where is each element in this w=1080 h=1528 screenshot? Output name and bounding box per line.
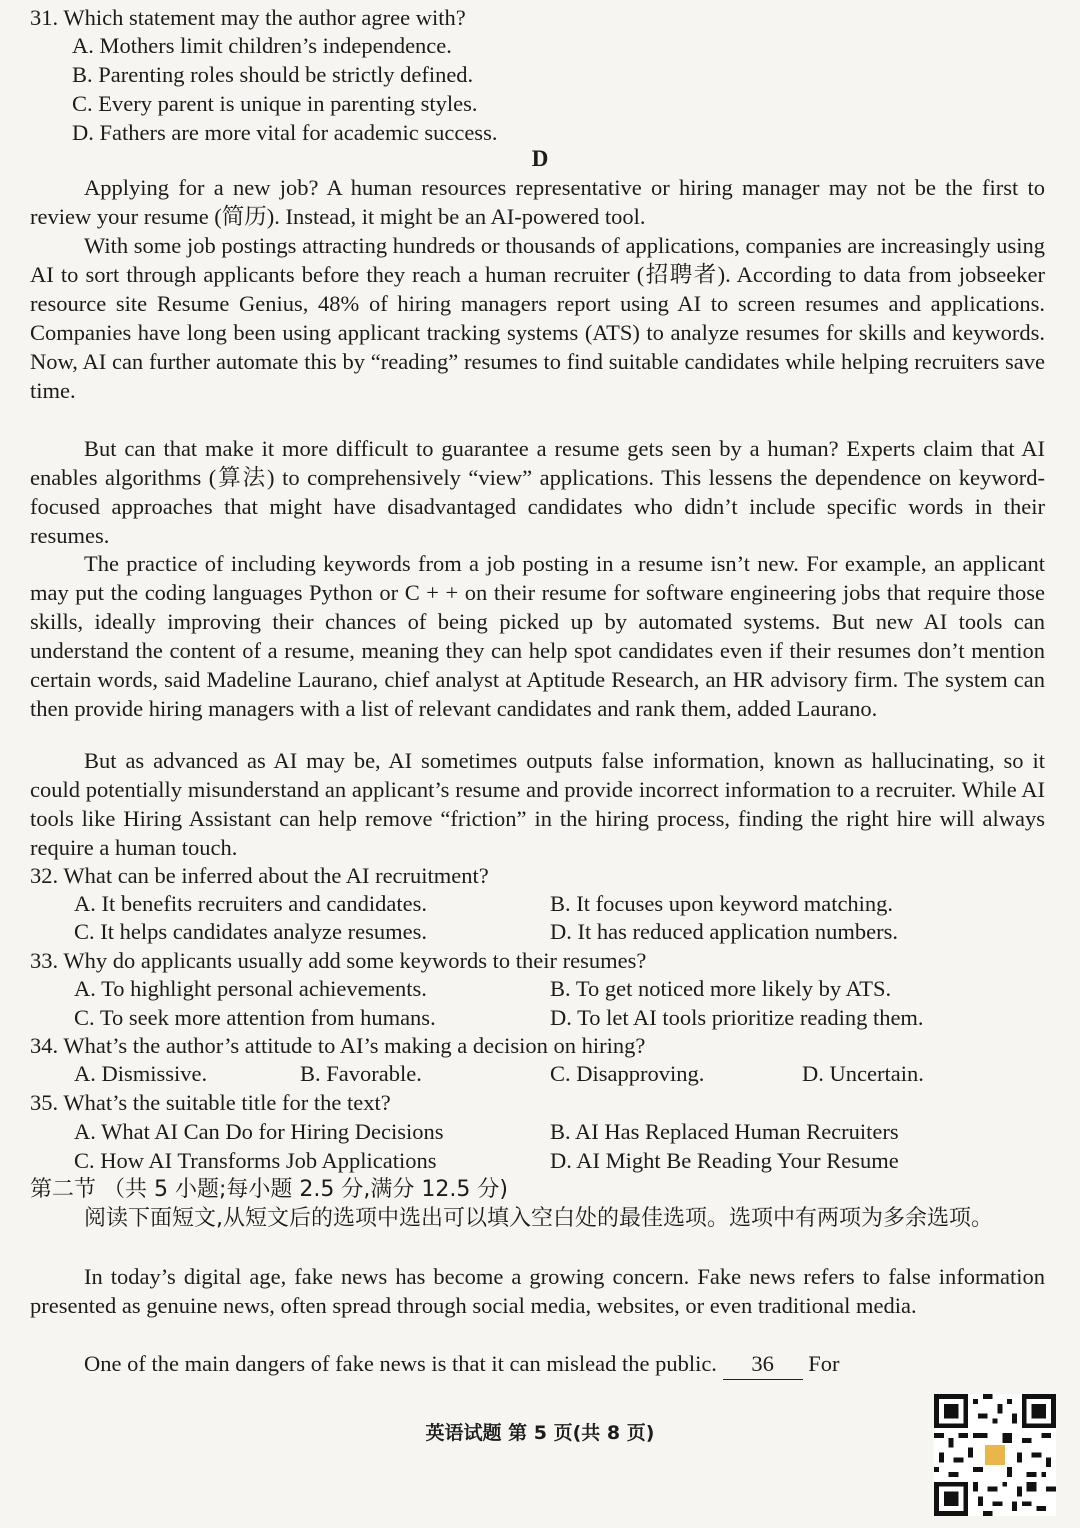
passage-paragraph-3: But can that make it more difficult to guarantee a resume gets seen by a human? Experts claim that AI enables algorithms (算法) to comprehensively “view” applications. This lessens the dependence on keyword-focused approaches that might have disadvantaged candidates who didn’t include specific words in their resumes. — [30, 436, 1045, 548]
passage-paragraph-1: Applying for a new job? A human resources representative or hiring manager may not be the first to review your resume (简历). Instead, it might be an AI-powered tool. — [30, 175, 1045, 229]
q31-option-b: B. Parenting roles should be strictly defined. — [72, 62, 474, 87]
q32-option-c: C. It helps candidates analyze resumes. — [74, 919, 428, 944]
q33-option-d: D. To let AI tools prioritize reading them. — [550, 1005, 924, 1030]
passage-paragraph-4: The practice of including keywords from a job posting in a resume isn’t new. For example, an applicant may put the coding languages Python or C + + on their resume for software engineering jobs that require those skills, ideally improving their chances of being picked up by automated systems. But new AI tools can understand the content of a resume, meaning they can help spot candidates even if their resumes don’t mention certain words, said Madeline Laurano, chief analyst at Aptitude Research, an HR advisory firm. The system can then provide hiring managers with a list of relevant candidates and rank them, added Laurano. — [30, 551, 1045, 721]
page-footer: 英语试题 第 5 页(共 8 页) — [425, 1422, 655, 1444]
fake-news-paragraph-2 — [30, 1350, 910, 1380]
q35-option-a: A. What AI Can Do for Hiring Decisions — [74, 1119, 444, 1144]
q34-option-d: D. Uncertain. — [802, 1061, 924, 1086]
question-35-stem: 35. What’s the suitable title for the text? — [30, 1090, 391, 1115]
q32-option-a: A. It benefits recruiters and candidates. — [74, 891, 427, 916]
q31-option-a: A. Mothers limit children’s independence. — [72, 33, 452, 58]
q33-option-c: C. To seek more attention from humans. — [74, 1005, 436, 1030]
question-32-stem: 32. What can be inferred about the AI recruitment? — [30, 863, 489, 888]
q32-option-b: B. It focuses upon keyword matching. — [550, 891, 894, 916]
q31-option-d: D. Fathers are more vital for academic success. — [72, 120, 498, 145]
passage-paragraph-5: But as advanced as AI may be, AI sometimes outputs false information, known as hallucinating, so it could potentially misunderstand an applicant’s resume and provide incorrect information to a recruiter. While AI tools like Hiring Assistant can help remove “friction” in the hiring process, finding the right hire will always require a human touch. — [30, 748, 1045, 860]
q35-option-b: B. AI Has Replaced Human Recruiters — [550, 1119, 899, 1144]
q35-option-d: D. AI Might Be Reading Your Resume — [550, 1148, 899, 1173]
blank-36: 36 — [723, 1350, 803, 1380]
qr-code-icon — [934, 1394, 1056, 1516]
question-34-stem: 34. What’s the author’s attitude to AI’s making a decision on hiring? — [30, 1033, 646, 1058]
question-31-stem: 31. Which statement may the author agree with? — [30, 5, 466, 30]
q31-option-c: C. Every parent is unique in parenting styles. — [72, 91, 478, 116]
fake-news-paragraph-1: In today’s digital age, fake news has become a growing concern. Fake news refers to false information presented as genuine news, often spread through social media, websites, or even traditional media. — [30, 1264, 1045, 1318]
part-two-heading: 第二节 （共 5 小题;每小题 2.5 分,满分 12.5 分) — [30, 1177, 508, 1202]
fake-news-paragraph-2-text: One of the main dangers of fake news is that it can mislead the public. — [84, 1351, 717, 1376]
q33-option-a: A. To highlight personal achievements. — [74, 976, 427, 1001]
question-33-stem: 33. Why do applicants usually add some keywords to their resumes? — [30, 948, 647, 973]
q34-option-b: B. Favorable. — [300, 1061, 422, 1086]
q33-option-b: B. To get noticed more likely by ATS. — [550, 976, 892, 1001]
passage-paragraph-2: With some job postings attracting hundreds or thousands of applications, companies are increasingly using AI to sort through applicants before they reach a human recruiter (招聘者). According to data from jobseeker resource site Resume Genius, 48% of hiring managers report using AI to screen resumes and applications. Companies have long been using applicant tracking systems (ATS) to analyze resumes for skills and keywords. Now, AI can further automate this by “reading” resumes to find suitable candidates while helping recruiters save time. — [30, 233, 1045, 403]
q34-option-c: C. Disapproving. — [550, 1061, 705, 1086]
q34-option-a: A. Dismissive. — [74, 1061, 208, 1086]
fake-news-paragraph-2-tail: For — [808, 1351, 840, 1376]
section-d-heading: D — [531, 146, 549, 171]
q32-option-d: D. It has reduced application numbers. — [550, 919, 899, 944]
part-two-instruction: 阅读下面短文,从短文后的选项中选出可以填入空白处的最佳选项。选项中有两项为多余选项。 — [84, 1206, 993, 1231]
q35-option-c: C. How AI Transforms Job Applications — [74, 1148, 437, 1173]
